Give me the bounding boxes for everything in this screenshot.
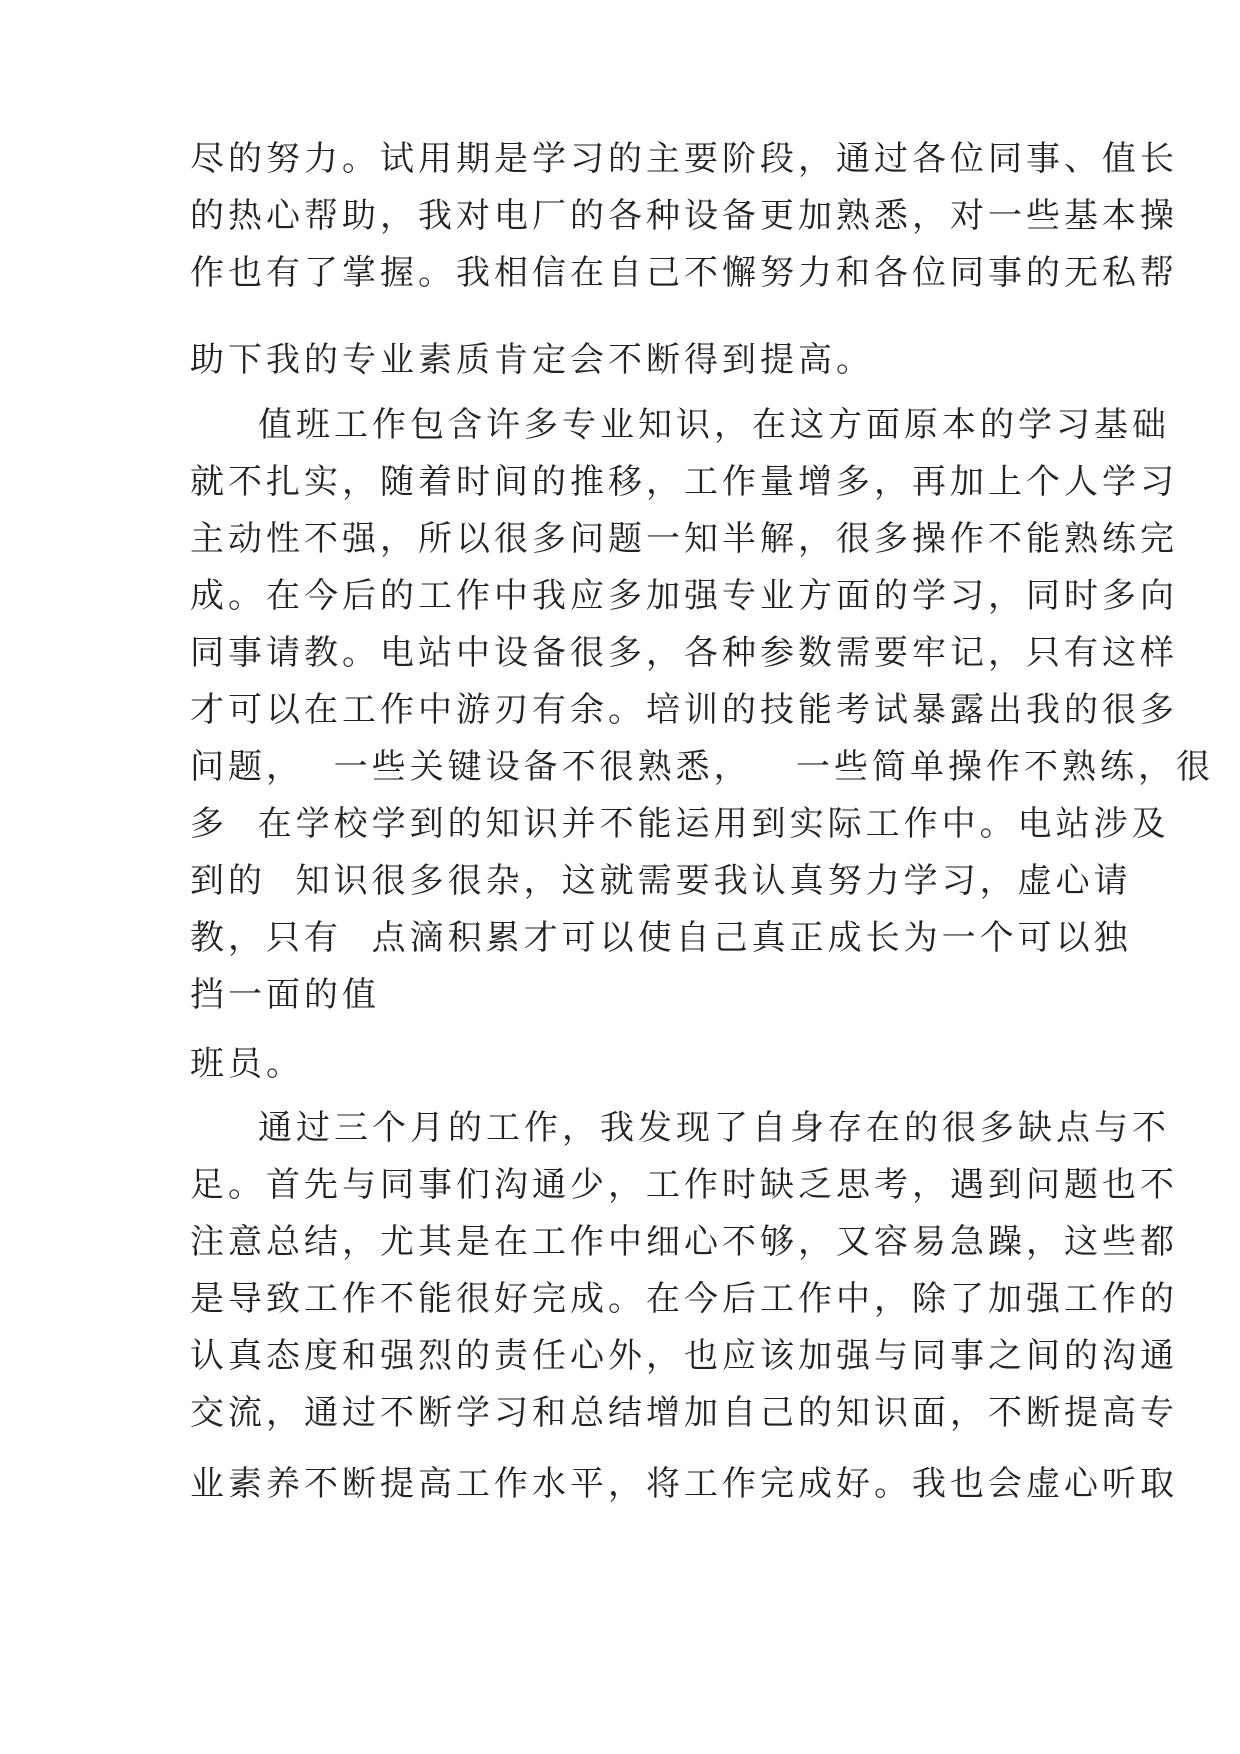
text-line: 助下我的专业素质肯定会不断得到提高。 <box>190 340 874 380</box>
text-line: 教，只有 点滴积累才可以使自己真正成长为一个可以独 <box>190 918 1132 958</box>
text-line: 到的 知识很多很杂，这就需要我认真努力学习，虚心请 <box>190 861 1132 901</box>
text-line: 挡一面的值 <box>190 975 380 1015</box>
text-line: 的热心帮助，我对电厂的各种设备更加熟悉，对一些基本操 <box>190 196 1178 236</box>
paragraph-first-line: 通过三个月的工作，我发现了自身存在的很多缺点与不 <box>258 1108 1170 1148</box>
text-line: 交流，通过不断学习和总结增加自己的知识面，不断提高专 <box>190 1393 1178 1433</box>
text-line: 同事请教。电站中设备很多，各种参数需要牢记，只有这样 <box>190 633 1178 673</box>
text-line: 就不扎实，随着时间的推移，工作量增多，再加上个人学习 <box>190 462 1178 502</box>
text-line: 尽的努力。试用期是学习的主要阶段，通过各位同事、值长 <box>190 139 1178 179</box>
text-line: 多 在学校学到的知识并不能运用到实际工作中。电站涉及 <box>190 804 1170 844</box>
text-line: 作也有了掌握。我相信在自己不懈努力和各位同事的无私帮 <box>190 253 1178 293</box>
text-line: 认真态度和强烈的责任心外，也应该加强与同事之间的沟通 <box>190 1336 1178 1376</box>
text-line: 是导致工作不能很好完成。在今后工作中，除了加强工作的 <box>190 1279 1178 1319</box>
text-line: 足。首先与同事们沟通少，工作时缺乏思考，遇到问题也不 <box>190 1165 1178 1205</box>
text-line: 注意总结，尤其是在工作中细心不够，又容易急躁，这些都 <box>190 1222 1178 1262</box>
text-line: 业素养不断提高工作水平，将工作完成好。我也会虚心听取 <box>190 1464 1178 1504</box>
text-line: 主动性不强，所以很多问题一知半解，很多操作不能熟练完 <box>190 519 1178 559</box>
text-line: 问题， 一些关键设备不很熟悉， 一些简单操作不熟练，很 <box>190 747 1215 787</box>
text-line: 成。在今后的工作中我应多加强专业方面的学习，同时多向 <box>190 576 1178 616</box>
text-line: 班员。 <box>190 1044 304 1084</box>
paragraph-first-line: 值班工作包含许多专业知识，在这方面原本的学习基础 <box>258 405 1170 445</box>
text-line: 才可以在工作中游刃有余。培训的技能考试暴露出我的很多 <box>190 690 1178 730</box>
